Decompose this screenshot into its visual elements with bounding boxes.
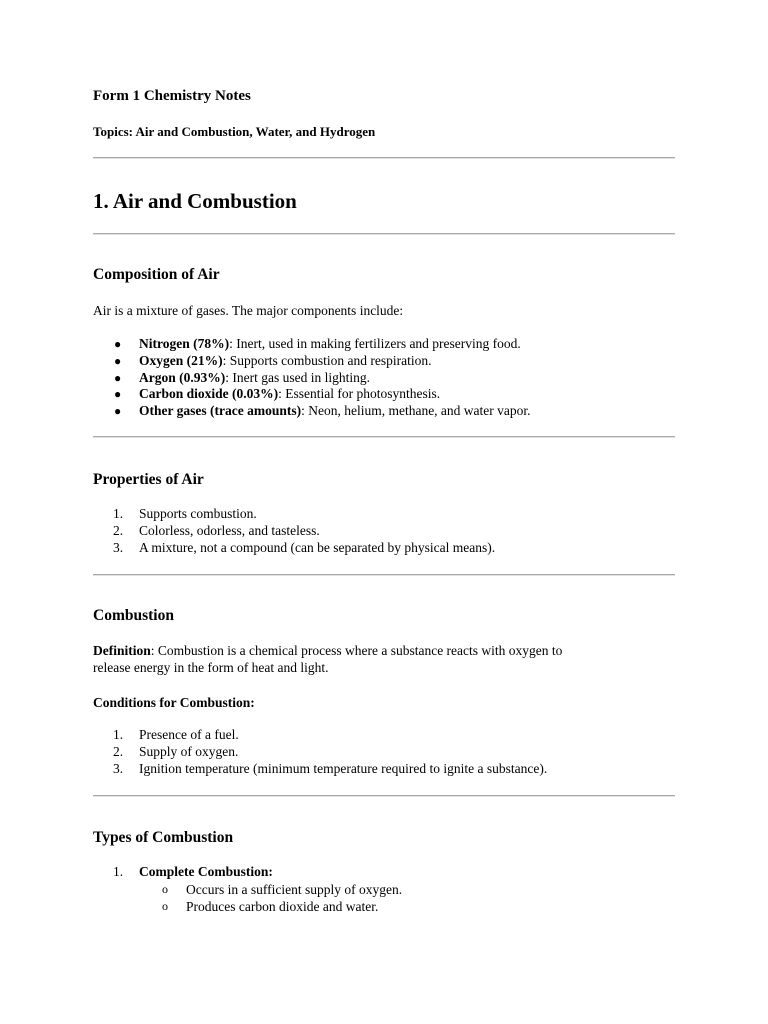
item-number: 3.: [113, 760, 124, 776]
item-number: 3.: [113, 539, 124, 555]
list-item: [93, 336, 531, 353]
list-item: [93, 864, 273, 881]
circle-bullet-icon: o: [162, 899, 168, 913]
list-item: [93, 506, 495, 523]
item-number: 2.: [113, 743, 124, 759]
divider: [93, 233, 675, 235]
bullet-icon: ●: [114, 387, 122, 402]
list-item: [93, 898, 402, 915]
bullet-icon: ●: [114, 404, 122, 419]
item-term: Carbon dioxide (0.03%): [139, 386, 279, 402]
list-item: [93, 881, 402, 898]
item-text: Colorless, odorless, and tasteless.: [139, 522, 320, 538]
definition-term: Definition: [93, 643, 151, 658]
item-number: 1.: [113, 864, 124, 879]
item-text: Ignition temperature (minimum temperature required to ignite a substance).: [139, 760, 548, 776]
item-number: 1.: [113, 506, 124, 521]
item-term: Nitrogen (78%): [139, 336, 230, 351]
item-text: : Inert, used in making fertilizers and preserving food.: [229, 336, 521, 351]
heading-properties-of-air: Properties of Air: [93, 471, 204, 488]
item-term: Argon (0.93%): [139, 369, 226, 385]
definition-text-line1: : Combustion is a chemical process where a substance reacts with oxygen to: [150, 643, 563, 658]
list-item: [93, 540, 495, 557]
list-item: [93, 403, 531, 420]
item-text: : Inert gas used in lighting.: [225, 369, 370, 385]
item-text: : Neon, helium, methane, and water vapor.: [301, 403, 531, 419]
heading-composition-of-air: Composition of Air: [93, 266, 220, 283]
item-term: Other gases (trace amounts): [139, 403, 302, 419]
list-item: [93, 744, 547, 761]
bullet-icon: ●: [114, 370, 122, 385]
list-item: [93, 370, 531, 387]
complete-combustion-points: [93, 881, 402, 915]
item-title: Complete Combustion:: [139, 864, 273, 879]
document-title: Form 1 Chemistry Notes: [93, 88, 251, 104]
item-text: Produces carbon dioxide and water.: [186, 899, 379, 914]
item-number: 1.: [113, 727, 124, 742]
item-text: A mixture, not a compound (can be separated by physical means).: [139, 539, 496, 555]
list-item: [93, 761, 547, 778]
heading-combustion: Combustion: [93, 607, 174, 624]
bullet-icon: ●: [114, 337, 122, 351]
list-item: [93, 727, 547, 744]
divider: [93, 574, 675, 576]
section-heading-air-combustion: 1. Air and Combustion: [93, 189, 297, 213]
list-item: [93, 386, 531, 403]
item-text: Supports combustion.: [139, 506, 257, 521]
item-text: Presence of a fuel.: [139, 727, 239, 742]
item-text: Supply of oxygen.: [139, 743, 239, 759]
properties-list: [93, 506, 495, 556]
combustion-definition: [93, 642, 562, 676]
divider: [93, 795, 675, 797]
composition-intro: Air is a mixture of gases. The major components include:: [93, 303, 404, 318]
conditions-heading: Conditions for Combustion:: [93, 695, 255, 710]
heading-types-of-combustion: Types of Combustion: [93, 829, 234, 846]
document-topics: Topics: Air and Combustion, Water, and Hydrogen: [93, 124, 376, 139]
item-number: 2.: [113, 522, 124, 538]
composition-list: [93, 336, 531, 420]
bullet-icon: ●: [114, 353, 122, 368]
list-item: [93, 353, 531, 370]
item-text: : Essential for photosynthesis.: [278, 386, 441, 402]
circle-bullet-icon: o: [162, 882, 168, 896]
divider: [93, 436, 675, 438]
definition-text-line2: release energy in the form of heat and light.: [93, 660, 329, 675]
list-item: [93, 523, 495, 540]
types-list: [93, 864, 273, 881]
item-term: Oxygen (21%): [139, 352, 223, 368]
item-text: Occurs in a sufficient supply of oxygen.: [186, 882, 403, 897]
item-text: : Supports combustion and respiration.: [222, 352, 432, 368]
divider: [93, 157, 675, 159]
conditions-list: [93, 727, 547, 777]
